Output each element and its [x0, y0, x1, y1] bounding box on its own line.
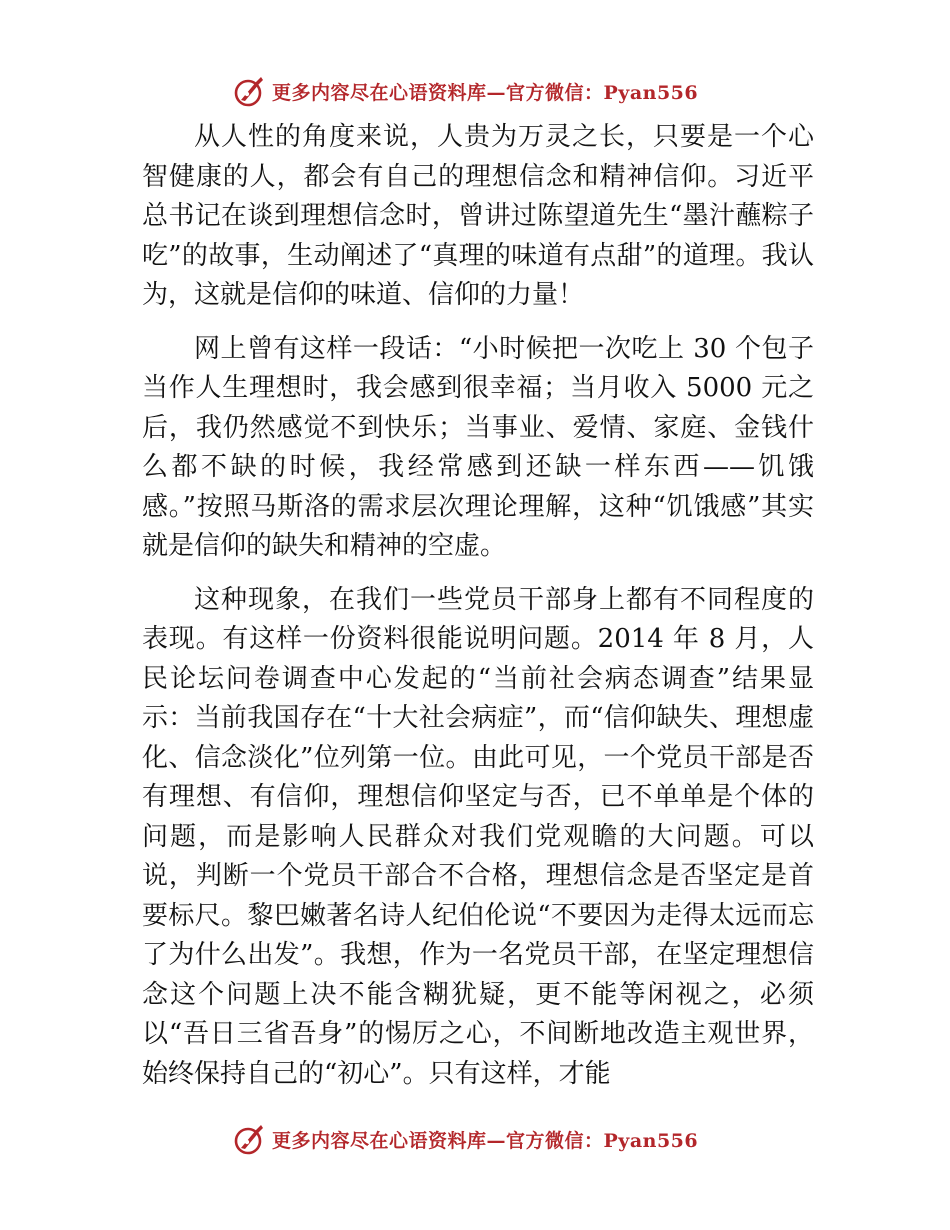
- paragraph: 网上曾有这样一段话：“小时候把一次吃上 30 个包子当作人生理想时，我会感到很幸福；当月收入 5000 元之后，我仍然感觉不到快乐；当事业、爱情、家庭、金钱什么都不缺的时候，我经常感到还缺一样东西——饥饿感。”按照马斯洛的需求层次理论理解，这种“饥饿感”其实就是信仰的缺失和精神的空虚。: [142, 333, 814, 561]
- pen-nib-circle-icon: [232, 1121, 268, 1157]
- paragraph: 这种现象，在我们一些党员干部身上都有不同程度的表现。有这样一份资料很能说明问题。2014 年 8 月，人民论坛问卷调查中心发起的“当前社会病态调查”结果显示：当前我国存在“十大社会病症”，而“信仰缺失、理想虚化、信念淡化”位列第一位。由此可见，一个党员干部是否有理想、有信仰，理想信仰坚定与否，已不单单是个体的问题，而是影响人民群众对我们党观瞻的大问题。可以说，判断一个党员干部合不合格，理想信念是否坚定是首要标尺。黎巴嫩著名诗人纪伯伦说“不要因为走得太远而忘了为什么出发”。我想，作为一名党员干部，在坚定理想信念这个问题上决不能含糊犹疑，更不能等闲视之，必须以“吾日三省吾身”的惕厉之心，不间断地改造主观世界，始终保持自己的“初心”。只有这样，才能: [142, 584, 814, 1089]
- paragraph: 从人性的角度来说，人贵为万灵之长，只要是一个心智健康的人，都会有自己的理想信念和精神信仰。习近平总书记在谈到理想信念时，曾讲过陈望道先生“墨汁蘸粽子吃”的故事，生动阐述了“真理的味道有点甜”的道理。我认为，这就是信仰的味道、信仰的力量！: [142, 122, 814, 310]
- banner-text: 更多内容尽在心语资料库—官方微信：Pyan556: [272, 1129, 699, 1152]
- pen-nib-circle-icon: [232, 73, 268, 109]
- banner-text: 更多内容尽在心语资料库—官方微信：Pyan556: [272, 81, 699, 104]
- header-banner: [232, 71, 732, 111]
- footer-banner: [232, 1119, 732, 1159]
- article-body: [142, 118, 814, 1108]
